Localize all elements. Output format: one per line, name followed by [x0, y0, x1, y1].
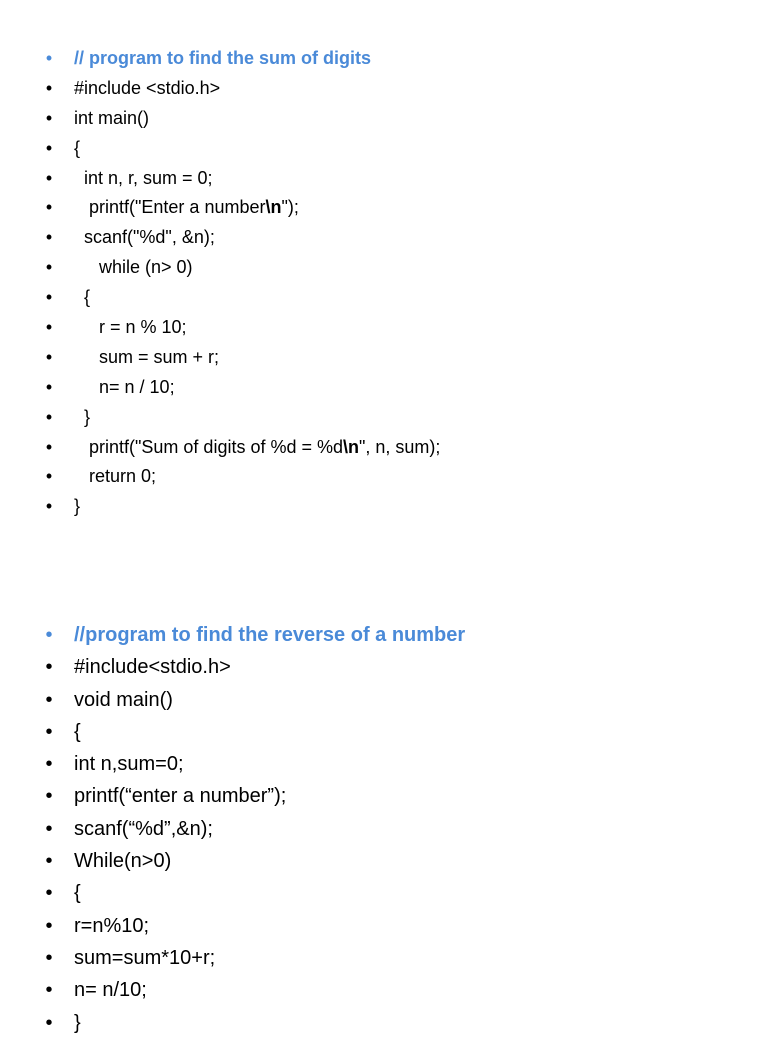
code-line-text: r=n%10;: [74, 914, 150, 937]
bullet-icon: •: [45, 946, 53, 969]
code-line-text: sum = sum + r;: [74, 346, 220, 367]
bullet-icon: •: [45, 48, 53, 68]
bullet-icon: •: [45, 1011, 53, 1034]
code-line-text: printf("Sum of digits of %d = %d\n", n, sum);: [74, 436, 441, 457]
bullet-icon: •: [45, 624, 53, 646]
bullet-icon: •: [45, 317, 53, 338]
code-line-text: {: [74, 287, 91, 308]
bullet-icon: •: [45, 257, 53, 278]
bullet-icon: •: [45, 753, 53, 776]
code-line-text: scanf(“%d”,&n);: [74, 817, 213, 840]
code-line-text: sum=sum*10+r;: [74, 946, 216, 969]
code-line-text: void main(): [74, 688, 173, 711]
code-line-text: scanf("%d", &n);: [74, 227, 215, 248]
bullet-icon: •: [45, 376, 53, 397]
code-line-text: int n, r, sum = 0;: [74, 167, 213, 188]
bullet-icon: •: [45, 882, 53, 905]
code-line-text: n= n/10;: [74, 979, 147, 1002]
code-line-text: int main(): [74, 107, 150, 128]
code-line-text: n= n / 10;: [74, 376, 175, 397]
code-line-text: }: [74, 1011, 81, 1034]
code-line-text: }: [74, 496, 81, 517]
code-comment: // program to find the sum of digits: [74, 48, 371, 68]
code-line-text: printf(“enter a number”);: [74, 785, 287, 808]
bullet-icon: •: [45, 914, 53, 937]
bullet-icon: •: [45, 107, 53, 128]
code-comment: //program to find the reverse of a number: [74, 624, 466, 646]
code-line-text: r = n % 10;: [74, 317, 187, 338]
bullet-icon: •: [45, 406, 53, 427]
bullet-icon: •: [45, 850, 53, 873]
code-line-text: {: [74, 720, 81, 743]
bullet-icon: •: [45, 979, 53, 1002]
bullet-icon: •: [45, 137, 53, 158]
bullet-icon: •: [45, 227, 53, 248]
code-line-text: {: [74, 882, 81, 905]
bullet-icon: •: [45, 496, 53, 517]
bullet-icon: •: [45, 688, 53, 711]
code-line-text: return 0;: [74, 466, 157, 487]
bullet-icon: •: [45, 656, 53, 679]
bullet-icon: •: [45, 77, 53, 98]
bullet-icon: •: [45, 197, 53, 218]
bullet-icon: •: [45, 817, 53, 840]
code-line-text: #include<stdio.h>: [74, 656, 231, 679]
bullet-icon: •: [45, 287, 53, 308]
code-line-text: printf("Enter a number\n");: [74, 197, 299, 218]
code-line-text: {: [74, 137, 81, 158]
bullet-icon: •: [45, 720, 53, 743]
code-line-text: While(n>0): [74, 850, 172, 873]
bullet-icon: •: [45, 466, 53, 487]
bullet-icon: •: [45, 785, 53, 808]
code-line-text: #include <stdio.h>: [74, 77, 221, 98]
bullet-icon: •: [45, 436, 53, 457]
code-line-text: }: [74, 406, 91, 427]
bullet-icon: •: [45, 346, 53, 367]
code-line-text: while (n> 0): [74, 257, 193, 278]
code-line-text: int n,sum=0;: [74, 753, 184, 776]
bullet-icon: •: [45, 167, 53, 188]
